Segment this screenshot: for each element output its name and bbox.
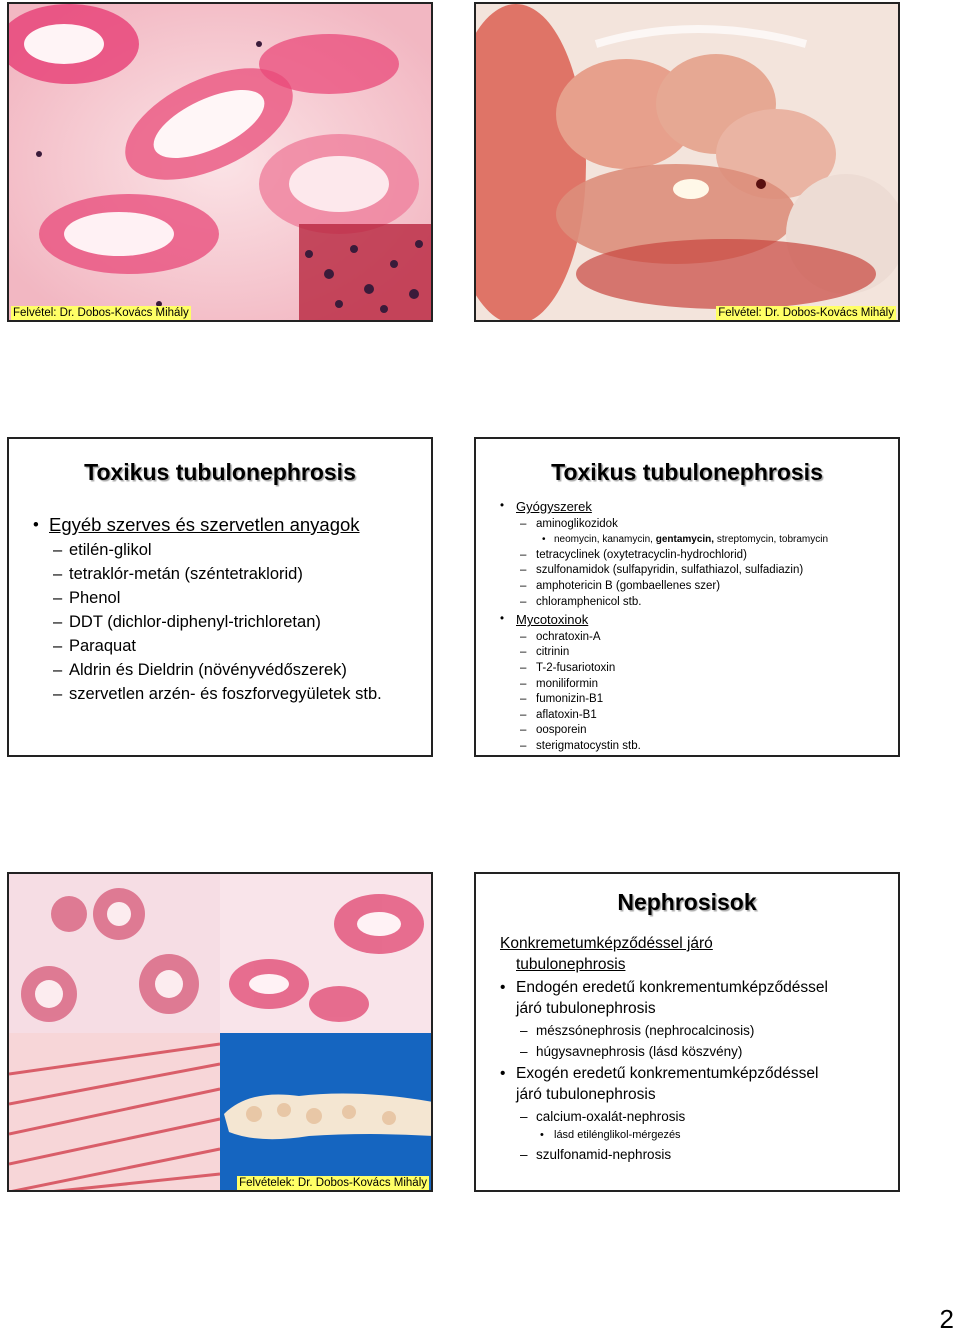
photo-credit: Felvételek: Dr. Dobos-Kovács Mihály (239, 1177, 427, 1189)
list-subitem: • lásd etilénglikol-mérgezés (540, 1129, 681, 1141)
gross-kidney-photo (476, 4, 900, 322)
exo-heading (500, 1064, 896, 1105)
section-heading: Konkremetumképződéssel járó (500, 935, 713, 952)
list-item: – citrinin (536, 645, 896, 661)
substance-list (33, 538, 425, 706)
list-item: – moniliformin (536, 677, 896, 693)
list-item: – amphotericin B (gombaellenes szer) (536, 579, 896, 595)
subitem-text: lásd etilénglikol-mérgezés (554, 1129, 681, 1141)
slide-5 (7, 872, 433, 1192)
list-item: – calcium-oxalát-nephrosis (536, 1107, 896, 1126)
slide-6 (474, 872, 900, 1192)
slide-2 (474, 2, 900, 322)
endo-line: • Endogén eredetű konkrementumképződéssel (516, 979, 828, 996)
list-item: – T-2-fusariotoxin (536, 661, 896, 677)
heading-text: Gyógyszerek (516, 499, 592, 514)
heading-text: Mycotoxinok (516, 612, 589, 628)
list-item: – oosporein (536, 723, 896, 739)
list-item: – tetracyclinek (oxytetracyclin-hydrochlorid) (536, 548, 896, 564)
slide-title: Toxikus tubulonephrosis (551, 459, 823, 485)
slide-1 (7, 2, 433, 322)
subitem-text: streptomycin, tobramycin (714, 534, 829, 546)
list-item: – szulfonamidok (sulfapyridin, sulfathiazol, sulfadiazin) (536, 563, 896, 579)
list-item: – Phenol (69, 586, 425, 610)
list-item: – tetraklór-metán (széntetraklorid) (69, 562, 425, 586)
list-item: – aflatoxin-B1 (536, 708, 896, 724)
section-heading: tubulonephrosis (516, 955, 626, 973)
list-heading (33, 513, 425, 538)
slide-3 (7, 437, 433, 757)
list-item: – húgysavnephrosis (lásd köszvény) (536, 1042, 896, 1063)
subitem-text: neomycin, kanamycin, (554, 534, 656, 546)
list-item: – etilén-glikol (69, 538, 425, 562)
drugs-heading (500, 499, 896, 517)
photo-collage (9, 874, 433, 1192)
subitem-bold: gentamycin, (655, 534, 715, 546)
list-item: – fumonizin-B1 (536, 692, 896, 708)
endo-line: járó tubulonephrosis (516, 999, 656, 1017)
exo-list (500, 1107, 896, 1164)
list-item: – ochratoxin-A (536, 630, 896, 646)
photo-credit: Felvétel: Dr. Dobos-Kovács Mihály (13, 307, 189, 319)
list-item: – Paraquat (69, 634, 425, 658)
list-item: – DDT (dichlor-diphenyl-trichloretan) (69, 610, 425, 634)
list-item: – chloramphenicol stb. (536, 595, 896, 611)
list-item: – aminoglikozidok (536, 517, 896, 533)
list-subitem: • neomycin, kanamycin, gentamycin, streptomycin, tobramycin (542, 534, 829, 546)
page-number: 2 (939, 1304, 954, 1334)
list-item: – mészsónephrosis (nephrocalcinosis) (536, 1021, 896, 1042)
slide-title: Toxikus tubulonephrosis (84, 459, 356, 485)
photo-credit: Felvétel: Dr. Dobos-Kovács Mihály (718, 307, 894, 319)
exo-line: járó tubulonephrosis (516, 1085, 656, 1103)
mycotoxin-list (500, 630, 896, 755)
list-item: – szulfonamid-nephrosis (536, 1145, 896, 1164)
slide-4 (474, 437, 900, 757)
list-item: – szervetlen arzén- és foszforvegyületek stb. (69, 682, 425, 706)
histology-photo (9, 4, 433, 322)
exo-line: • Exogén eredetű konkrementumképződéssel (516, 1065, 819, 1082)
heading-text: Egyéb szerves és szervetlen anyagok (49, 514, 360, 535)
list-item: – sterigmatocystin stb. (536, 739, 896, 755)
list-item: – Aldrin és Dieldrin (növényvédőszerek) (69, 658, 425, 682)
slide-title: Nephrosisok (617, 889, 757, 915)
endo-list (500, 1021, 896, 1062)
endo-heading (500, 978, 896, 1019)
drug-list (500, 517, 896, 611)
myco-heading (500, 612, 896, 630)
